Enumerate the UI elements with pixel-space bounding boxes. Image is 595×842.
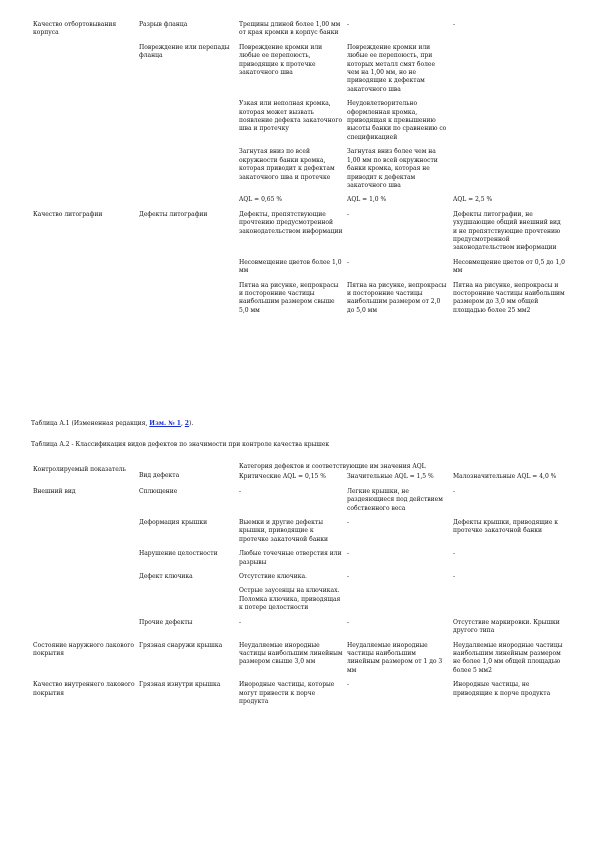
table-cell: Разрыв фланца (139, 21, 188, 28)
table-cell: Отсутствие ключика. (239, 573, 307, 581)
table-cell: Состояние наружного лакового покрытия (33, 641, 134, 657)
table-cell (451, 147, 567, 195)
table-cell (31, 281, 137, 321)
table-cell: - (239, 618, 242, 626)
table-row (31, 20, 567, 43)
table-cell: Пятна на рисунке, непрокрасы и посторонние частицы наибольшим размером свыше 5,0 мм (239, 281, 339, 314)
table-cell: - (453, 573, 456, 581)
table-cell: - (347, 550, 350, 558)
table-cell (137, 99, 237, 147)
header-defect-type: Вид дефекта (139, 472, 180, 479)
table-row (31, 549, 567, 572)
table-cell: - (239, 487, 242, 495)
header-categories: Категория дефектов и соответствующие им значения AQL (239, 463, 426, 470)
table-cell: Неудаляемые инородные частицы наибольшим линейным размером не более 1,0 мм общей площадью более 5 мм2 (453, 641, 563, 674)
table-cell: Любые точечные отверстия или разрывы (239, 550, 342, 566)
table-cell (31, 518, 137, 549)
table-cell (451, 586, 567, 617)
table-cell: AQL = 2,5 % (453, 196, 493, 204)
table-cell: Легкие крышки, не раздеяющиеся под действием собственного веса (347, 487, 443, 512)
table-cell: Неудовлетворительно оформленная кромка, приводящая к превышению высоты банки по сравнению со спецификацией (347, 100, 447, 141)
table-cell (31, 147, 137, 195)
table-cell: AQL = 1,0 % (347, 196, 387, 204)
table-a1-note: Таблица А.1 (Измененная редакция, Изм. № 1, 2). (31, 420, 194, 427)
table-cell: Неудаляемые инородные частицы наибольшим линейным размером от 1 до 3 мм (347, 641, 443, 674)
defects-table-a1-continued (31, 20, 567, 320)
amendment-1-link[interactable]: Изм. № 1 (149, 420, 181, 427)
header-indicator: Контролируемый показатель (33, 466, 126, 473)
table-row (31, 99, 567, 147)
table-cell: - (347, 519, 350, 527)
table-cell: Отсутствие маркировки. Крышки другого типа (453, 618, 560, 635)
table-cell: Инородные частицы, не приводящие к порче продукта (453, 681, 551, 697)
table-row (31, 258, 567, 281)
table-a2-title: Таблица А.2 - Классификация видов дефектов по значимости при контроле качества крышек (31, 441, 330, 448)
table-cell: - (347, 21, 350, 28)
table-cell: - (347, 210, 350, 218)
table-cell: Инородные частицы, которые могут привести к порче продукта (239, 681, 335, 705)
table-cell: Трещины длиной более 1,00 мм от края кромки в корпус банки (239, 21, 341, 37)
table-cell (137, 147, 237, 195)
table-row (31, 572, 567, 586)
table-row (31, 281, 567, 321)
table-row (31, 147, 567, 195)
table-cell: Прочие дефекты (139, 618, 193, 626)
table-cell: Дефекты литографии (139, 210, 208, 218)
table-cell: Качество литографии (33, 210, 103, 218)
table-row (31, 518, 567, 549)
table-cell: Грязная изнутри крышка (139, 681, 221, 689)
table-row (31, 641, 567, 681)
amendment-2-link[interactable]: 2 (184, 420, 189, 427)
table-cell (31, 586, 137, 617)
table-cell: - (347, 618, 350, 626)
table-cell: Дефекты, препятствующие прочтению предусмотренной законодательством информации (239, 210, 343, 235)
table-row (31, 586, 567, 617)
table-row (31, 680, 567, 711)
table-row (31, 195, 567, 209)
table-cell: Деформация крышки (139, 519, 208, 527)
table-cell: Дефект ключика (139, 573, 193, 581)
table-cell: Качество отбортовывания корпуса (33, 21, 117, 37)
table-cell: Грязная снаружи крышка (139, 641, 223, 649)
table-cell: - (453, 550, 456, 558)
table-cell: Пятна на рисунке, непрокрасы и посторонние частицы наибольшим размером от 2,0 до 5,0 мм (347, 281, 447, 314)
table-cell: Острые заусенцы на ключиках. Поломка ключика, приводящая к потере целостности (239, 587, 341, 612)
table-cell (31, 258, 137, 281)
table-cell (31, 549, 137, 572)
table-a2-header-row (31, 462, 567, 472)
table-row (31, 618, 567, 641)
defects-table-a2 (31, 462, 567, 711)
table-cell: - (453, 21, 456, 28)
table-cell: Повреждение кромки или любые ее перепоюсть, приводящие к протечке закаточного шва (239, 43, 323, 77)
table-cell: Несовмещение цветов от 0,5 до 1,0 мм (453, 258, 565, 275)
table-cell: Выемки и другие дефекты крышки, приводящие к протечке закаточной банки (239, 519, 329, 543)
table-cell (31, 99, 137, 147)
table-cell (31, 572, 137, 586)
table-cell: Нарушение целостности (139, 550, 218, 558)
table-row (31, 210, 567, 258)
table-cell: Сплющение (139, 487, 178, 495)
header-critical: Критические AQL = 0,15 % (239, 473, 326, 481)
table-cell (137, 195, 237, 209)
table-cell (31, 43, 137, 99)
table-cell: - (347, 258, 350, 266)
table-cell: AQL = 0,65 % (239, 196, 283, 204)
table-cell: Повреждение или перепады фланца (139, 43, 230, 60)
table-cell (31, 618, 137, 641)
table-cell (137, 258, 237, 281)
table-cell: Дефекты литографии, не ухудшающие общий внешний вид и не препятствующие прочтению предусмотренной законодательством информации (453, 210, 561, 252)
table-cell: Несовмещение цветов более 1,0 мм (239, 258, 342, 275)
table-cell (345, 586, 451, 617)
table-cell: Внешний вид (33, 487, 76, 495)
table-cell: Дефекты крышки, приводящие к протечке закаточной банки (453, 519, 559, 535)
table-cell: Пятна на рисунке, непрокрасы и посторонние частицы наибольшим размером до 3,0 мм общей площадью более 25 мм2 (453, 281, 565, 314)
table-cell: Узкая или неполная кромка, которая может вызвать появление дефекта закаточного шва и протечку (239, 100, 343, 133)
table-cell (31, 195, 137, 209)
table-cell: Повреждение кромки или любые ее перепоюсть, при которых металл смят более чем на 1,00 мм, но не приводящие к дефектам закаточного шва (347, 43, 436, 93)
table-cell (137, 281, 237, 321)
table-cell: - (347, 681, 350, 689)
table-cell (451, 43, 567, 99)
header-significant: Значительные AQL = 1,5 % (347, 473, 434, 481)
header-minor: Малозначительные AQL = 4,0 % (453, 473, 557, 481)
table-cell: Качество внутреннего лакового покрытия (33, 681, 135, 697)
table-cell: - (347, 573, 350, 581)
table-cell: Загнутая вниз более чем на 1,00 мм по всей окружности банки кромка, которая не приводит к дефектам закаточного шва (347, 148, 438, 189)
table-cell: Неудаляемые инородные частицы наибольшим линейным размером свыше 3,0 мм (239, 641, 343, 666)
table-cell (451, 99, 567, 147)
table-cell: - (453, 487, 456, 495)
table-cell (137, 586, 237, 617)
table-row (31, 487, 567, 518)
table-row (31, 43, 567, 99)
table-cell: Загнутая вниз по всей окружности банки кромка, которая приводит к дефектам закаточного шва и протечке (239, 148, 335, 181)
